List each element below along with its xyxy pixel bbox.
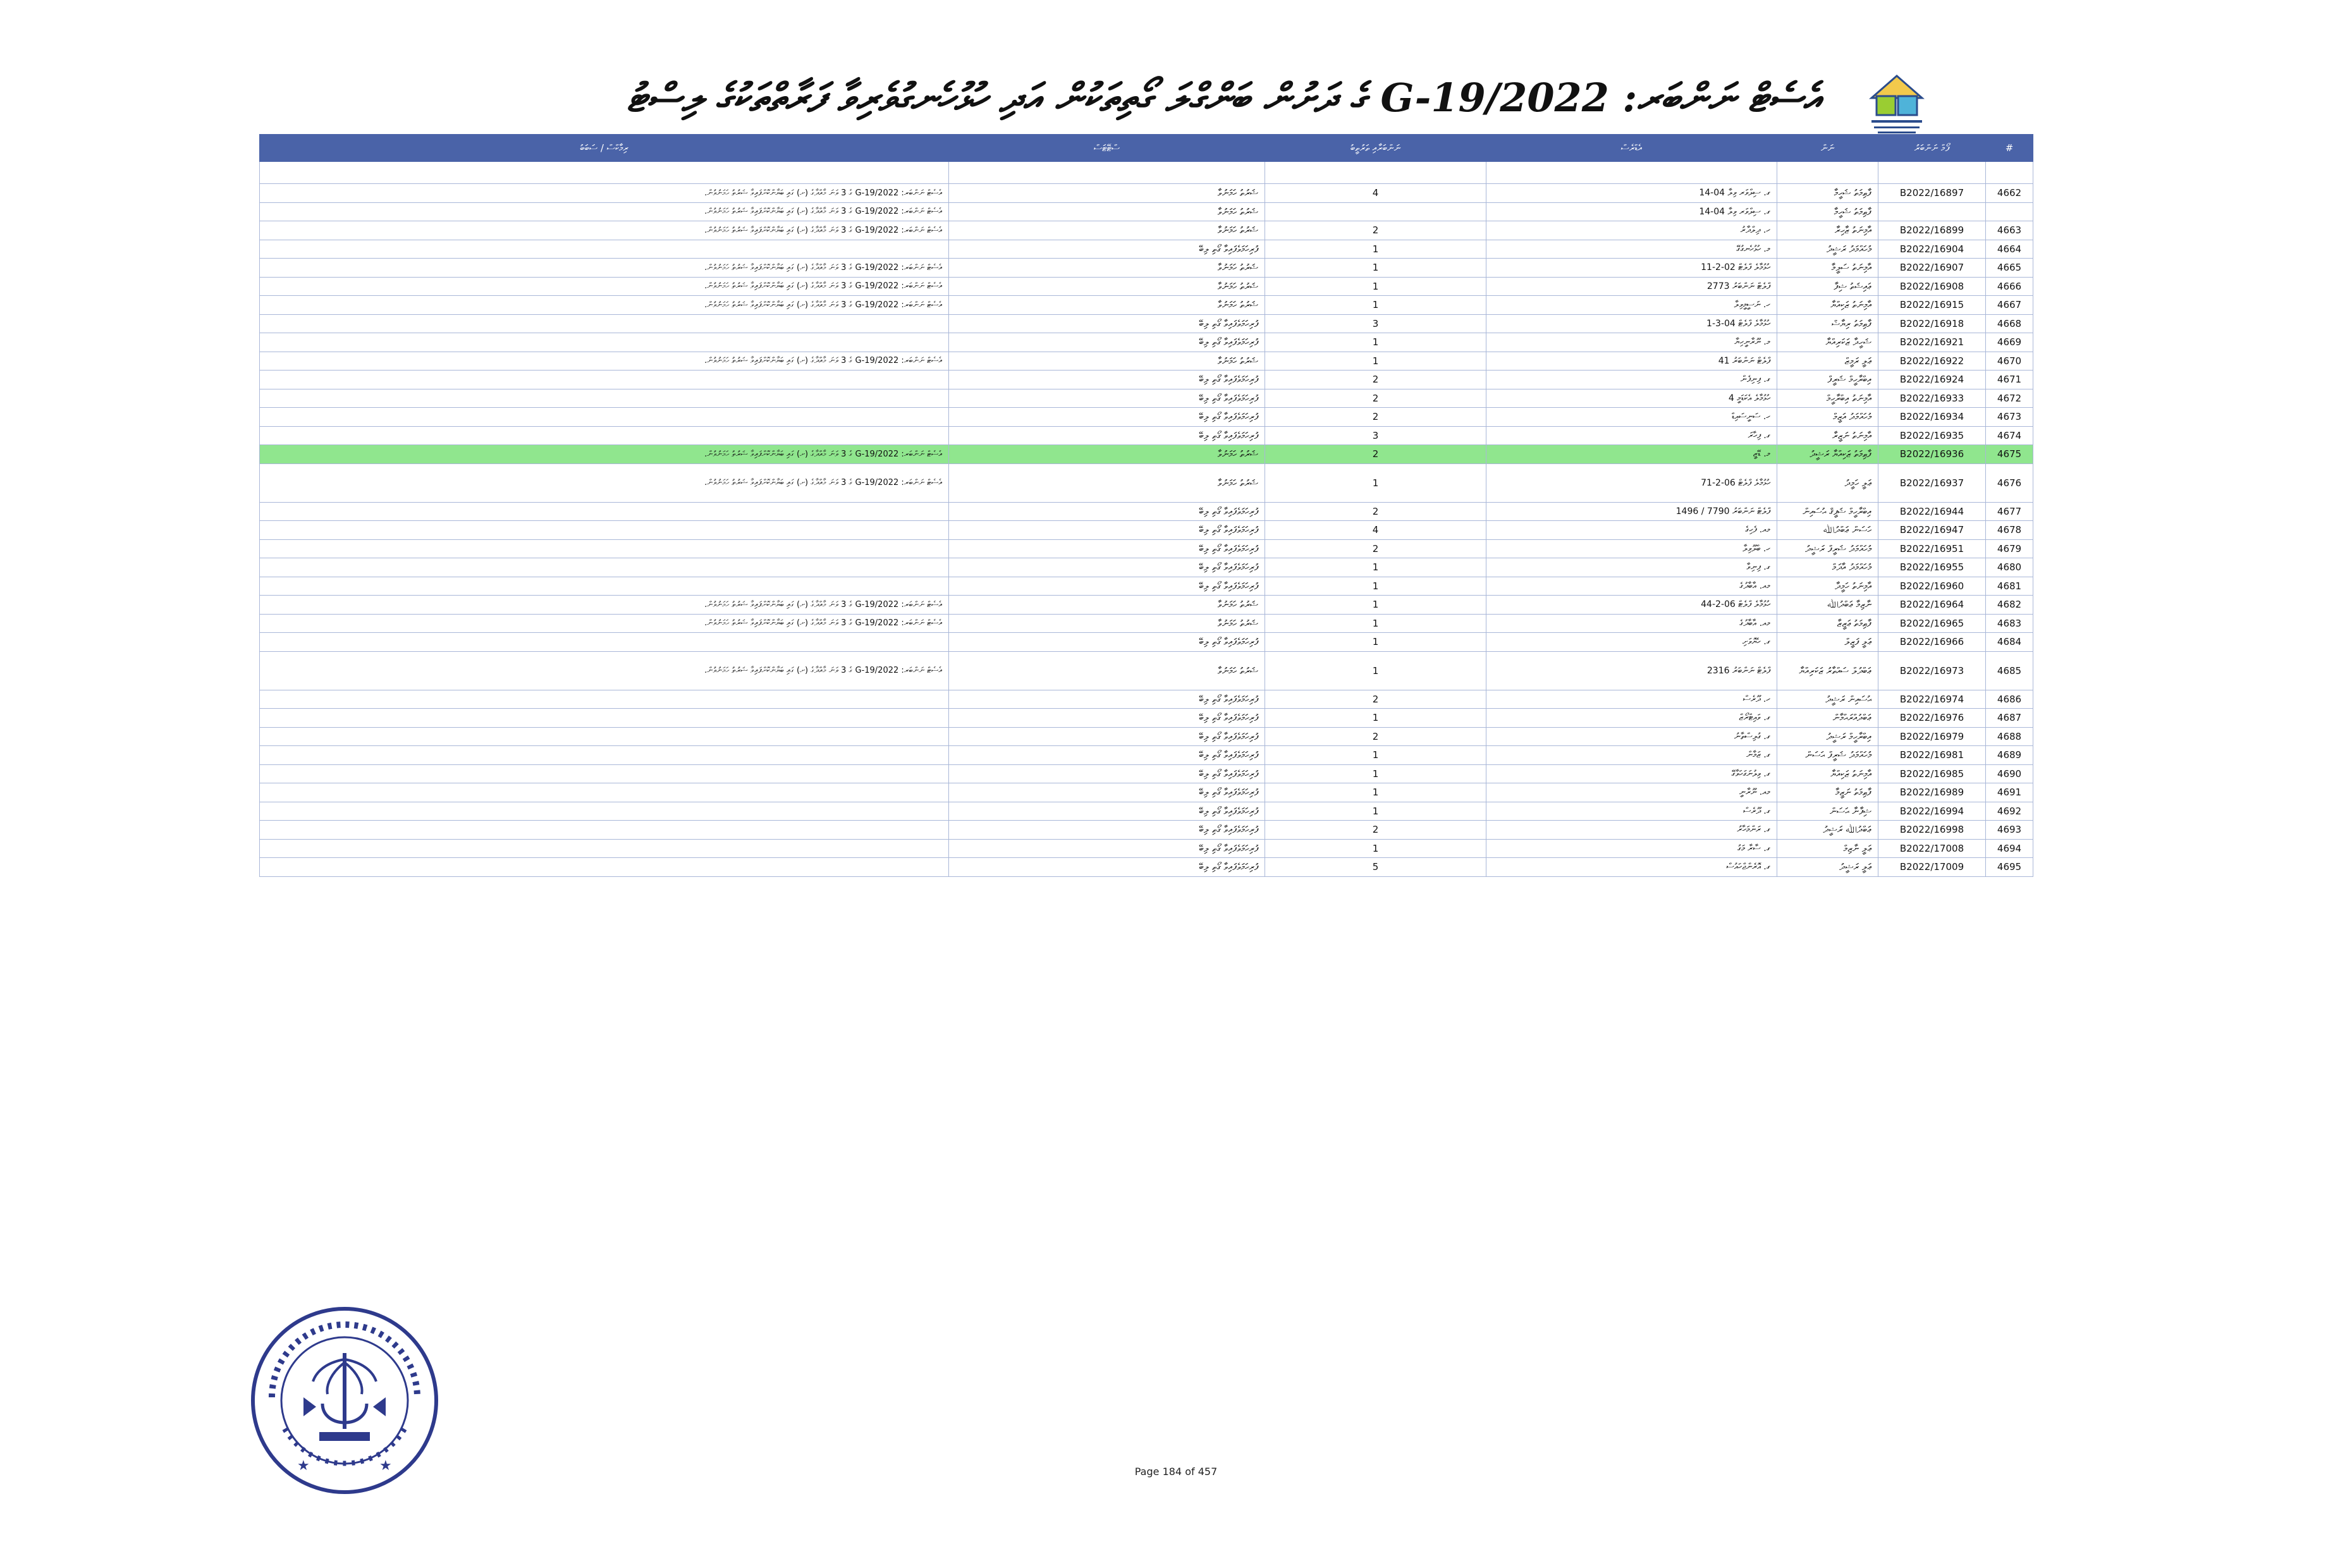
address-cell: މއ. ނޫރާނީ (1486, 783, 1777, 802)
count-cell: 1 (1265, 558, 1486, 577)
count-cell: 1 (1265, 296, 1486, 315)
count-cell: 1 (1265, 596, 1486, 615)
remarks-cell: އެސެޓް ނަންބަރ: G-19/2022 ގެ 3 ވަނަ މާއްދާގެ (ށ) ގައި ބަޔާންކޮށްފައިވާ ޝަރުތު ހަމަނުވުން. (260, 463, 949, 502)
address-cell: ހުޅުމާލެ ފްލެޓް 06-2-71 (1486, 463, 1777, 502)
count-cell: 1 (1265, 463, 1486, 502)
row-number-cell: 4690 (1986, 764, 2033, 783)
table-row (260, 690, 2033, 709)
remarks-cell: އެސެޓް ނަންބަރ: G-19/2022 ގެ 3 ވަނަ މާއްދާގެ (ށ) ގައި ބަޔާންކޮށްފައިވާ ޝަރުތު ހަމަނުވުން. (260, 651, 949, 690)
count-cell: 2 (1265, 539, 1486, 558)
address-cell: ފްލެޓް ނަންބަރު 7790 / 1496 (1486, 502, 1777, 521)
page-title: އެސެޓް ނަންބަރ: G-19/2022 ގެ ދަށުން ބަންގްލަ ގޯތިތަކުން އަދި ހުޅުހެނގުވެރިވާ ފަރާތްތަކުގެ ލިސްޓު (627, 75, 1820, 121)
table-row (260, 802, 2033, 821)
count-cell: 1 (1265, 352, 1486, 371)
row-number-cell: 4671 (1986, 371, 2033, 389)
count-cell: 1 (1265, 333, 1486, 352)
name-cell: ޢަލީ ރަމީޒް (1777, 352, 1878, 371)
table-row (260, 389, 2033, 408)
table-row (260, 184, 2033, 203)
status-cell: ޝަރުތު ހަމަނުވާ (949, 596, 1265, 615)
table-row (260, 596, 2033, 615)
address-cell: މ. ޑޭޒީ (1486, 445, 1777, 464)
form-id-cell: B2022/16998 (1878, 821, 1986, 840)
status-cell: ފުރިހަމަވެފައިވާ ގޯތި ލިބޭ (949, 314, 1265, 333)
name-cell: ފާޠިމަތު ނަޒީމާ (1777, 783, 1878, 802)
address-cell: ގ. ވައިޓްރޯޒް (1486, 709, 1777, 728)
table-row (260, 558, 2033, 577)
row-number-cell: 4680 (1986, 558, 2033, 577)
name-cell: ޢަބްދުއްރަޙްމާން (1777, 709, 1878, 728)
table-row (260, 240, 2033, 259)
form-id-cell: B2022/16985 (1878, 764, 1986, 783)
address-cell: ގ. ވިލުނަގަހަވާގޭ (1486, 764, 1777, 783)
name-cell: އާމިނަތު ހަމީދާ (1777, 577, 1878, 596)
name-cell: މުހައްމަދު ޝަރީފް ޙަސަން (1777, 746, 1878, 765)
form-id-cell: B2022/17009 (1878, 858, 1986, 877)
table-row (260, 577, 2033, 596)
name-cell: އާމިނަތު ޒަކިއްޔާ (1777, 764, 1878, 783)
status-cell: ފުރިހަމަވެފައިވާ ގޯތި ލިބޭ (949, 577, 1265, 596)
row-number-cell: 4676 (1986, 463, 2033, 502)
address-cell: ގ. ސިލްވަރ ވިލާ 04-14 (1486, 202, 1777, 221)
count-cell: 4 (1265, 184, 1486, 203)
row-number-cell: 4685 (1986, 651, 2033, 690)
row-number-cell: 4684 (1986, 633, 2033, 652)
row-number-cell: 4664 (1986, 240, 2033, 259)
status-cell: ފުރިހަމަވެފައިވާ ގޯތި ލިބޭ (949, 371, 1265, 389)
header-remarks: ރިމާކްސް / ސަބަބު (260, 135, 949, 162)
table-row (260, 352, 2033, 371)
address-cell: ގ. ސިލްވަރ ވިލާ 04-14 (1486, 184, 1777, 203)
address-cell: ހުޅުމާލެ ފްލެޓް 06-2-44 (1486, 596, 1777, 615)
table-row (260, 858, 2033, 877)
header-name: ނަން (1777, 135, 1878, 162)
form-id-cell: B2022/16933 (1878, 389, 1986, 408)
table-row (260, 783, 2033, 802)
name-cell: ފާޠިމަތު ޢަޒީޒާ (1777, 614, 1878, 633)
row-number-cell: 4668 (1986, 314, 2033, 333)
address-cell: ގ. ފިނިވާ (1486, 558, 1777, 577)
table-row (260, 296, 2033, 315)
address-cell: ފްލެޓް ނަންބަރު 2773 (1486, 277, 1777, 296)
count-cell: 1 (1265, 633, 1486, 652)
remarks-cell: އެސެޓް ނަންބަރ: G-19/2022 ގެ 3 ވަނަ މާއްދާގެ (ށ) ގައި ބަޔާންކޮށްފައިވާ ޝަރުތު ހަމަނުވުން. (260, 445, 949, 464)
count-cell: 1 (1265, 277, 1486, 296)
row-number-cell: 4679 (1986, 539, 2033, 558)
form-id-cell: B2022/16981 (1878, 746, 1986, 765)
housing-applications-table (259, 134, 2033, 877)
status-cell: ޝަރުތު ހަމަނުވާ (949, 614, 1265, 633)
row-number-cell: 4693 (1986, 821, 2033, 840)
status-cell: ފުރިހަމަވެފައިވާ ގޯތި ލިބޭ (949, 333, 1265, 352)
row-number-cell: 4694 (1986, 839, 2033, 858)
table-row (260, 333, 2033, 352)
form-id-cell: B2022/16960 (1878, 577, 1986, 596)
name-cell: ހަސަން ޢަބްދުﷲ (1777, 521, 1878, 540)
name-cell: އިބްރާހީމް ޝަފީޤް ޙުސައިން (1777, 502, 1878, 521)
name-cell: މުހައްމަދު ޝަރީފް ރަޝީދު (1777, 539, 1878, 558)
table-row (260, 221, 2033, 240)
table-row (260, 746, 2033, 765)
address-cell: މއ. ފެހިގެ (1486, 521, 1777, 540)
address-cell: ގ. ހެޔޮވަށި (1486, 633, 1777, 652)
status-cell: ފުރިހަމަވެފައިވާ ގޯތި ލިބޭ (949, 802, 1265, 821)
header-address: އެޑްރެސް (1486, 135, 1777, 162)
row-number-cell: 4695 (1986, 858, 2033, 877)
table-row (260, 408, 2033, 427)
address-cell: ގ. ރަންމަހާރު (1486, 821, 1777, 840)
table-row (260, 371, 2033, 389)
name-cell: ނާޒިމާ ޢަބްދުﷲ (1777, 596, 1878, 615)
form-id-cell: B2022/16973 (1878, 651, 1986, 690)
status-cell: ޝަރުތު ހަމަނުވާ (949, 352, 1265, 371)
form-id-cell: B2022/16918 (1878, 314, 1986, 333)
address-cell: ހ. ސަނީސައިޑް (1486, 408, 1777, 427)
table-row (260, 426, 2033, 445)
count-cell: 2 (1265, 445, 1486, 464)
row-number-cell: 4688 (1986, 727, 2033, 746)
name-cell: ޙުސައިން ރަޝީދު (1777, 690, 1878, 709)
address-cell: މއ. އާބާދުގެ (1486, 614, 1777, 633)
count-cell: 1 (1265, 259, 1486, 278)
address-cell: ގ. ގުލިސްތާނު (1486, 727, 1777, 746)
row-number-cell: 4689 (1986, 746, 2033, 765)
table-row (260, 162, 2033, 184)
row-number-cell: 4672 (1986, 389, 2033, 408)
table-row (260, 839, 2033, 858)
name-cell: ޢަލީ ނާޒިމް (1777, 839, 1878, 858)
address-cell: ހުޅުމާލެ ފްލެޓް 02-2-11 (1486, 259, 1777, 278)
table-row (260, 202, 2033, 221)
remarks-cell: އެސެޓް ނަންބަރ: G-19/2022 ގެ 3 ވަނަ މާއްދާގެ (ށ) ގައި ބަޔާންކޮށްފައިވާ ޝަރުތު ހަމަނުވުން. (260, 202, 949, 221)
svg-text:★: ★ (297, 1458, 310, 1474)
form-id-cell: B2022/16951 (1878, 539, 1986, 558)
address-cell: ހ. ދޫރެސް (1486, 690, 1777, 709)
status-cell: ޝަރުތު ހަމަނުވާ (949, 277, 1265, 296)
address-cell: ހުޅުމާލެ އެކަޑަމީ 4 (1486, 389, 1777, 408)
row-number-cell: 4665 (1986, 259, 2033, 278)
name-cell: އާމިނަތު ޒާހިރާ (1777, 221, 1878, 240)
row-number-cell: 4682 (1986, 596, 2033, 615)
row-number-cell: 4670 (1986, 352, 2033, 371)
status-cell: ފުރިހަމަވެފައިވާ ގޯތި ލިބޭ (949, 539, 1265, 558)
remarks-cell: އެސެޓް ނަންބަރ: G-19/2022 ގެ 3 ވަނަ މާއްދާގެ (ށ) ގައި ބަޔާންކޮށްފައިވާ ޝަރުތު ހަމަނުވުން. (260, 259, 949, 278)
remarks-cell: އެސެޓް ނަންބަރ: G-19/2022 ގެ 3 ވަނަ މާއްދާގެ (ށ) ގައި ބަޔާންކޮށްފައިވާ ޝަރުތު ހަމަނުވުން. (260, 296, 949, 315)
count-cell: 1 (1265, 764, 1486, 783)
count-cell: 1 (1265, 839, 1486, 858)
count-cell: 2 (1265, 408, 1486, 427)
name-cell: ޝަހީދާ ޒަކަރިއްޔާ (1777, 333, 1878, 352)
svg-text:★: ★ (379, 1458, 392, 1474)
count-cell: 1 (1265, 802, 1486, 821)
table-row (260, 521, 2033, 540)
form-id-cell: B2022/16994 (1878, 802, 1986, 821)
table-row (260, 259, 2033, 278)
address-cell: ހުޅުމާލެ ފްލެޓް 04-3-1 (1486, 314, 1777, 333)
form-id-cell: B2022/16899 (1878, 221, 1986, 240)
status-cell: ފުރިހަމަވެފައިވާ ގޯތި ލިބޭ (949, 709, 1265, 728)
row-number-cell: 4683 (1986, 614, 2033, 633)
form-id-cell: B2022/16921 (1878, 333, 1986, 352)
status-cell: ފުރިހަމަވެފައިވާ ގޯތި ލިބޭ (949, 764, 1265, 783)
table-header (260, 135, 2033, 162)
status-cell: ޝަރުތު ހަމަނުވާ (949, 184, 1265, 203)
table-row (260, 614, 2033, 633)
status-cell: ޝަރުތު ހަމަނުވާ (949, 202, 1265, 221)
count-cell: 3 (1265, 314, 1486, 333)
address-cell: ގ. ޒަމާން (1486, 746, 1777, 765)
name-cell: އާމިނަތު ނަޒީރާ (1777, 426, 1878, 445)
page-indicator: Page 184 of 457 (1134, 1466, 1218, 1478)
address-cell: މއ. އާބާދުގެ (1486, 577, 1777, 596)
address-cell: މ. ހުޅުހެނގުގޭ (1486, 240, 1777, 259)
name-cell: ފާޠިމަތު ޒަކިއްޔާ ރަޝީދު (1777, 445, 1878, 464)
name-cell: އިބްރާހީމް ރަޝީދު (1777, 727, 1878, 746)
row-number-cell: 4667 (1986, 296, 2033, 315)
row-number-cell: 4669 (1986, 333, 2033, 352)
table-row (260, 727, 2033, 746)
name-cell: ޝިފާނާ ޙަސަން (1777, 802, 1878, 821)
status-cell: ފުރިހަމަވެފައިވާ ގޯތި ލިބޭ (949, 783, 1265, 802)
table-row (260, 709, 2033, 728)
table-row (260, 539, 2033, 558)
header-number: # (1986, 135, 2033, 162)
row-number-cell: 4681 (1986, 577, 2033, 596)
count-cell: 2 (1265, 727, 1486, 746)
form-id-cell: B2022/16934 (1878, 408, 1986, 427)
row-number-cell: 4662 (1986, 184, 2033, 203)
address-cell: ގ. އޮރެންޖްހައުސް (1486, 858, 1777, 877)
status-cell: ފުރިހަމަވެފައިވާ ގޯތި ލިބޭ (949, 746, 1265, 765)
status-cell: ޝަރުތު ހަމަނުވާ (949, 296, 1265, 315)
name-cell: އާމިނަތު އިބްރާހީމް (1777, 389, 1878, 408)
row-number-cell: 4673 (1986, 408, 2033, 427)
form-id-cell: B2022/16907 (1878, 259, 1986, 278)
count-cell: 1 (1265, 746, 1486, 765)
count-cell: 1 (1265, 577, 1486, 596)
row-number-cell: 4677 (1986, 502, 2033, 521)
row-number-cell: 4692 (1986, 802, 2033, 821)
remarks-cell: އެސެޓް ނަންބަރ: G-19/2022 ގެ 3 ވަނަ މާއްދާގެ (ށ) ގައި ބަޔާންކޮށްފައިވާ ޝަރުތު ހަމަނުވުން. (260, 277, 949, 296)
row-number-cell: 4691 (1986, 783, 2033, 802)
name-cell: ޢަބްދުލް ސައްތާރު ޒަކަރިއްޔާ (1777, 651, 1878, 690)
address-cell: ހ. ބްލޫވިލާ (1486, 539, 1777, 558)
count-cell: 2 (1265, 221, 1486, 240)
form-id-cell: B2022/16915 (1878, 296, 1986, 315)
address-cell: ގ. ފިހާރަ (1486, 426, 1777, 445)
status-cell: ފުރިހަމަވެފައިވާ ގޯތި ލިބޭ (949, 727, 1265, 746)
status-cell: ޝަރުތު ހަމަނުވާ (949, 221, 1265, 240)
count-cell: 2 (1265, 389, 1486, 408)
form-id-cell: B2022/16989 (1878, 783, 1986, 802)
status-cell: ފުރިހަމަވެފައިވާ ގޯތި ލިބޭ (949, 240, 1265, 259)
header-status: ސްޓޭޓަސް (949, 135, 1265, 162)
address-cell: ގ. ފިނިފެން (1486, 371, 1777, 389)
table-row (260, 764, 2033, 783)
address-cell: ހ. ނަސީމީވިލާ (1486, 296, 1777, 315)
name-cell: ޢައިޝަތު ޝިފާ (1777, 277, 1878, 296)
form-id-cell: B2022/16976 (1878, 709, 1986, 728)
status-cell: ފުރިހަމަވެފައިވާ ގޯތި ލިބޭ (949, 858, 1265, 877)
row-number-cell: 4687 (1986, 709, 2033, 728)
row-number-cell: 4675 (1986, 445, 2033, 464)
remarks-cell: އެސެޓް ނަންބަރ: G-19/2022 ގެ 3 ވަނަ މާއްދާގެ (ށ) ގައި ބަޔާންކޮށްފައިވާ ޝަރުތު ހަމަނުވުން. (260, 614, 949, 633)
form-id-cell: B2022/16897 (1878, 184, 1986, 203)
name-cell: ފާޠިމަތު ރިޔާޟް (1777, 314, 1878, 333)
count-cell: 1 (1265, 614, 1486, 633)
table-row (260, 314, 2033, 333)
form-id-cell: B2022/16944 (1878, 502, 1986, 521)
table-row (260, 502, 2033, 521)
highlighted-row[interactable] (260, 445, 2033, 464)
form-id-cell: B2022/16974 (1878, 690, 1986, 709)
row-number-cell: 4686 (1986, 690, 2033, 709)
form-id-cell: B2022/16937 (1878, 463, 1986, 502)
address-cell: ގ. ދޫރެސް (1486, 802, 1777, 821)
name-cell: މުހައްމަދު ރަޝީދު (1777, 240, 1878, 259)
name-cell: ޢަބްދުﷲ ރަޝީދު (1777, 821, 1878, 840)
status-cell: ޝަރުތު ހަމަނުވާ (949, 259, 1265, 278)
row-number-cell: 4678 (1986, 521, 2033, 540)
table-row (260, 277, 2033, 296)
name-cell: ޢަލީ ރަޝީދު (1777, 858, 1878, 877)
form-id-cell: B2022/16979 (1878, 727, 1986, 746)
status-cell: ފުރިހަމަވެފައިވާ ގޯތި ލިބޭ (949, 426, 1265, 445)
header-form-number: ފޯމް ނަންބަރު (1878, 135, 1986, 162)
form-id-cell: B2022/16922 (1878, 352, 1986, 371)
count-cell: 2 (1265, 821, 1486, 840)
table-row (260, 463, 2033, 502)
status-cell: ފުރިހަމަވެފައިވާ ގޯތި ލިބޭ (949, 558, 1265, 577)
count-cell: 2 (1265, 371, 1486, 389)
address-cell: ފްލެޓް ނަންބަރު 41 (1486, 352, 1777, 371)
form-id-cell: B2022/16936 (1878, 445, 1986, 464)
form-id-cell: B2022/16955 (1878, 558, 1986, 577)
name-cell: މުހައްމަދު އާދަމް (1777, 558, 1878, 577)
address-cell: ހ. ދިލްދާރު (1486, 221, 1777, 240)
form-id-cell: B2022/16966 (1878, 633, 1986, 652)
status-cell: ފުރިހަމަވެފައިވާ ގޯތި ލިބޭ (949, 389, 1265, 408)
name-cell: ފާޠިމަތު ޝަހީމާ (1777, 202, 1878, 221)
name-cell: އާމިނަތު ސަލީމާ (1777, 259, 1878, 278)
count-cell: 1 (1265, 783, 1486, 802)
form-id-cell: B2022/16935 (1878, 426, 1986, 445)
form-id-cell: B2022/16964 (1878, 596, 1986, 615)
form-id-cell: B2022/16904 (1878, 240, 1986, 259)
status-cell: ފުރިހަމަވެފައިވާ ގޯތި ލިބޭ (949, 408, 1265, 427)
row-number-cell: 4666 (1986, 277, 2033, 296)
status-cell: ފުރިހަމަވެފައިވާ ގޯތި ލިބޭ (949, 502, 1265, 521)
table-row (260, 821, 2033, 840)
form-id-cell: B2022/17008 (1878, 839, 1986, 858)
status-cell: ފުރިހަމަވެފައިވާ ގޯތި ލިބޭ (949, 633, 1265, 652)
status-cell: ފުރިހަމަވެފައިވާ ގޯތި ލިބޭ (949, 521, 1265, 540)
status-cell: ޝަރުތު ހަމަނުވާ (949, 651, 1265, 690)
address-cell: މ. ނޫރާނީހިޔާ (1486, 333, 1777, 352)
table-row (260, 633, 2033, 652)
remarks-cell: އެސެޓް ނަންބަރ: G-19/2022 ގެ 3 ވަނަ މާއްދާގެ (ށ) ގައި ބަޔާންކޮށްފައިވާ ޝަރުތު ހަމަނުވުން. (260, 596, 949, 615)
status-cell: ޝަރުތު ހަމަނުވާ (949, 463, 1265, 502)
organization-logo (1859, 70, 1935, 142)
status-cell: ފުރިހަމަވެފައިވާ ގޯތި ލިބޭ (949, 821, 1265, 840)
row-number-cell: 4674 (1986, 426, 2033, 445)
remarks-cell: އެސެޓް ނަންބަރ: G-19/2022 ގެ 3 ވަނަ މާއްދާގެ (ށ) ގައި ބަޔާންކޮށްފައިވާ ޝަރުތު ހަމަނުވުން. (260, 352, 949, 371)
address-cell: ފްލެޓް ނަންބަރު 2316 (1486, 651, 1777, 690)
count-cell: 1 (1265, 651, 1486, 690)
status-cell: ޝަރުތު ހަމަނުވާ (949, 445, 1265, 464)
name-cell: ޢަލީ ހަމީދު (1777, 463, 1878, 502)
form-id-cell: B2022/16908 (1878, 277, 1986, 296)
table-row (260, 651, 2033, 690)
form-id-cell: B2022/16924 (1878, 371, 1986, 389)
status-cell: ފުރިހަމަވެފައިވާ ގޯތި ލިބޭ (949, 839, 1265, 858)
count-cell: 2 (1265, 502, 1486, 521)
count-cell: 2 (1265, 690, 1486, 709)
address-cell: ގ. ސާރާ މަގު (1486, 839, 1777, 858)
remarks-cell: އެސެޓް ނަންބަރ: G-19/2022 ގެ 3 ވަނަ މާއްދާގެ (ށ) ގައި ބަޔާންކޮށްފައިވާ ޝަރުތު ހަމަނުވުން. (260, 184, 949, 203)
name-cell: ޢަލީ ފަޒީލް (1777, 633, 1878, 652)
row-number-cell: 4663 (1986, 221, 2033, 240)
count-cell: 5 (1265, 858, 1486, 877)
name-cell: މުހައްމަދު އަޒީމް (1777, 408, 1878, 427)
name-cell: އާމިނަތު ޒަކިއްޔާ (1777, 296, 1878, 315)
count-cell: 4 (1265, 521, 1486, 540)
name-cell: އިބްރާހީމް ޝަރީފް (1777, 371, 1878, 389)
header-count: ނަންބަރާއި ތަރުތީބު (1265, 135, 1486, 162)
count-cell: 3 (1265, 426, 1486, 445)
name-cell: ފާޠިމަތު ޝަހީމާ (1777, 184, 1878, 203)
remarks-cell: އެސެޓް ނަންބަރ: G-19/2022 ގެ 3 ވަނަ މާއްދާގެ (ށ) ގައި ބަޔާންކޮށްފައިވާ ޝަރުތު ހަމަނުވުން. (260, 221, 949, 240)
form-id-cell: B2022/16965 (1878, 614, 1986, 633)
status-cell: ފުރިހަމަވެފައިވާ ގޯތި ލިބޭ (949, 690, 1265, 709)
count-cell: 1 (1265, 240, 1486, 259)
count-cell: 1 (1265, 709, 1486, 728)
form-id-cell: B2022/16947 (1878, 521, 1986, 540)
